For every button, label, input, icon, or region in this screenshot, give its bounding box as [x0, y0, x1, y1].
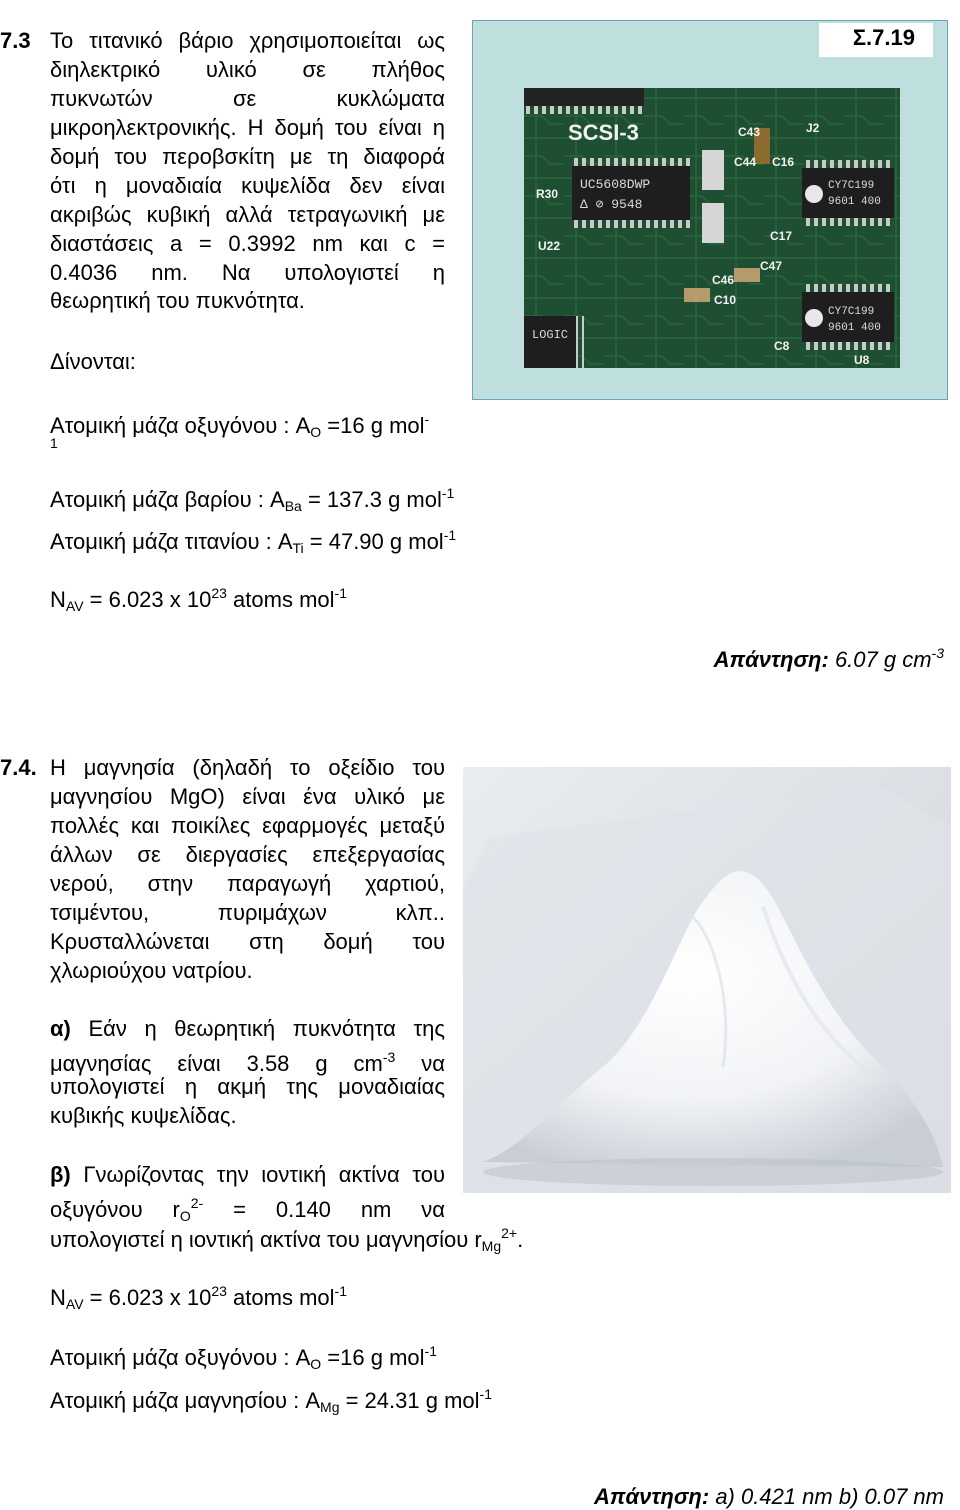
svg-text:C44: C44 — [734, 155, 757, 169]
svg-text:J2: J2 — [806, 121, 820, 135]
part-b-line: υπολογιστεί η ιοντική ακτίνα του μαγνησίου $r_{Mg}^{2+}$. — [50, 1225, 524, 1254]
svg-text:Δ ⊘ 9548: Δ ⊘ 9548 — [580, 197, 643, 212]
text-line: δομή του περοβσκίτη με τη διαφορά — [50, 144, 445, 169]
text-line: μαγνησίου MgO) είναι ένα υλικό με — [50, 784, 445, 809]
svg-text:C43: C43 — [738, 125, 761, 139]
given-heading: Δίνονται: — [50, 349, 136, 374]
svg-text:C16: C16 — [772, 155, 795, 169]
text-line: Το τιτανικό βάριο χρησιμοποιείται ως — [50, 28, 445, 53]
svg-text:R30: R30 — [536, 187, 559, 201]
given-barium: Ατομική μάζα βαρίου : $A_{Ba} = 137.3$ g mol$^{-1}$ — [50, 485, 455, 514]
svg-text:9601 400: 9601 400 — [828, 196, 881, 208]
svg-text:C8: C8 — [774, 339, 790, 353]
part-a-line: α) Εάν η θεωρητική πυκνότητα της — [50, 1016, 445, 1041]
svg-text:LOGIC: LOGIC — [532, 328, 569, 342]
given-magnesium: Ατομική μάζα μαγνησίου : $A_{Mg} = 24.31$ g mol$^{-1}$ — [50, 1386, 492, 1415]
answer-7-4: Απάντηση: a) 0.421 nm b) 0.07 nm — [593, 1484, 944, 1509]
circuit-board-image — [524, 88, 900, 368]
given-avogadro: $N_{AV} = 6.023$ x $10^{23}$ atoms mol$^{-1}$ — [50, 585, 347, 614]
part-a-line: κυβικής κυψελίδας. — [50, 1103, 237, 1128]
text-line: ότι η μοναδιαία κυψελίδα δεν είναι — [50, 173, 445, 198]
text-line: 0.4036 nm. Να υπολογιστεί η — [50, 260, 445, 285]
part-a-line: μαγνησίας είναι 3.58 g $cm^{-3}$ να — [50, 1049, 445, 1076]
text-line: πολλές και ποικίλες εφαρμογές μεταξύ — [50, 813, 445, 838]
problem-number: 7.3 — [0, 28, 31, 53]
text-line: πυκνωτών σε κυκλώματα — [50, 86, 445, 111]
text-line: Η μαγνησία (δηλαδή το οξείδιο του — [50, 755, 445, 780]
svg-text:CY7C199: CY7C199 — [828, 180, 875, 192]
text-line: θεωρητική του πυκνότητα. — [50, 288, 305, 313]
svg-text:U8: U8 — [854, 353, 870, 367]
svg-text:C46: C46 — [712, 273, 735, 287]
svg-text:9601 400: 9601 400 — [828, 322, 881, 334]
svg-text:U22: U22 — [538, 239, 561, 253]
magnesia-powder-image — [463, 767, 951, 1193]
text-line: μικροηλεκτρονικής. Η δομή του είναι η — [50, 115, 445, 140]
text-line: διαστάσεις a = 0.3992 nm και c = — [50, 231, 445, 256]
part-b-line: οξυγόνου $r_O^{2-} = 0.140$ nm να — [50, 1195, 445, 1224]
answer-7-3: Απάντηση: 6.07 g $cm^{-3}$ — [713, 645, 944, 672]
svg-text:C47: C47 — [760, 259, 783, 273]
text-line: ακριβώς κυβική αλλά τετραγωνική με — [50, 202, 445, 227]
given-oxygen: Ατομική μάζα οξυγόνου : $A_O =16$ g mol- — [50, 411, 430, 440]
text-line: τσιμέντου, πυριμάχων κλπ.. — [50, 900, 445, 925]
text-line: Κρυσταλλώνεται στη δομή του — [50, 929, 445, 954]
given-titanium: Ατομική μάζα τιτανίου : $A_{Ti} = 47.90$ g mol$^{-1}$ — [50, 527, 457, 556]
svg-text:UC5608DWP: UC5608DWP — [580, 177, 651, 192]
problem-number: 7.4. — [0, 755, 37, 780]
part-b-line: β) Γνωρίζοντας την ιοντική ακτίνα του — [50, 1162, 445, 1187]
text-line: νερού, στην παραγωγή χαρτιού, — [50, 871, 445, 896]
part-a-line: υπολογιστεί η ακμή της μοναδιαίας — [50, 1074, 445, 1099]
svg-text:CY7C199: CY7C199 — [828, 306, 875, 318]
given-oxygen-wrap: 1 — [50, 435, 58, 451]
given-oxygen: Ατομική μάζα οξυγόνου : $A_O =16$ g mol$^{-1}$ — [50, 1343, 437, 1372]
given-avogadro: $N_{AV} = 6.023$ x $10^{23}$ atoms mol$^{-1}$ — [50, 1283, 347, 1312]
figure-label: Σ.7.19 — [819, 23, 933, 57]
svg-text:C17: C17 — [770, 229, 793, 243]
text-line: διηλεκτρικό υλικό σε πλήθος — [50, 57, 445, 82]
svg-text:C10: C10 — [714, 293, 737, 307]
text-line: χλωριούχου νατρίου. — [50, 958, 253, 983]
text-line: άλλων σε διεργασίες επεξεργασίας — [50, 842, 445, 867]
svg-text:SCSI-3: SCSI-3 — [568, 120, 639, 145]
